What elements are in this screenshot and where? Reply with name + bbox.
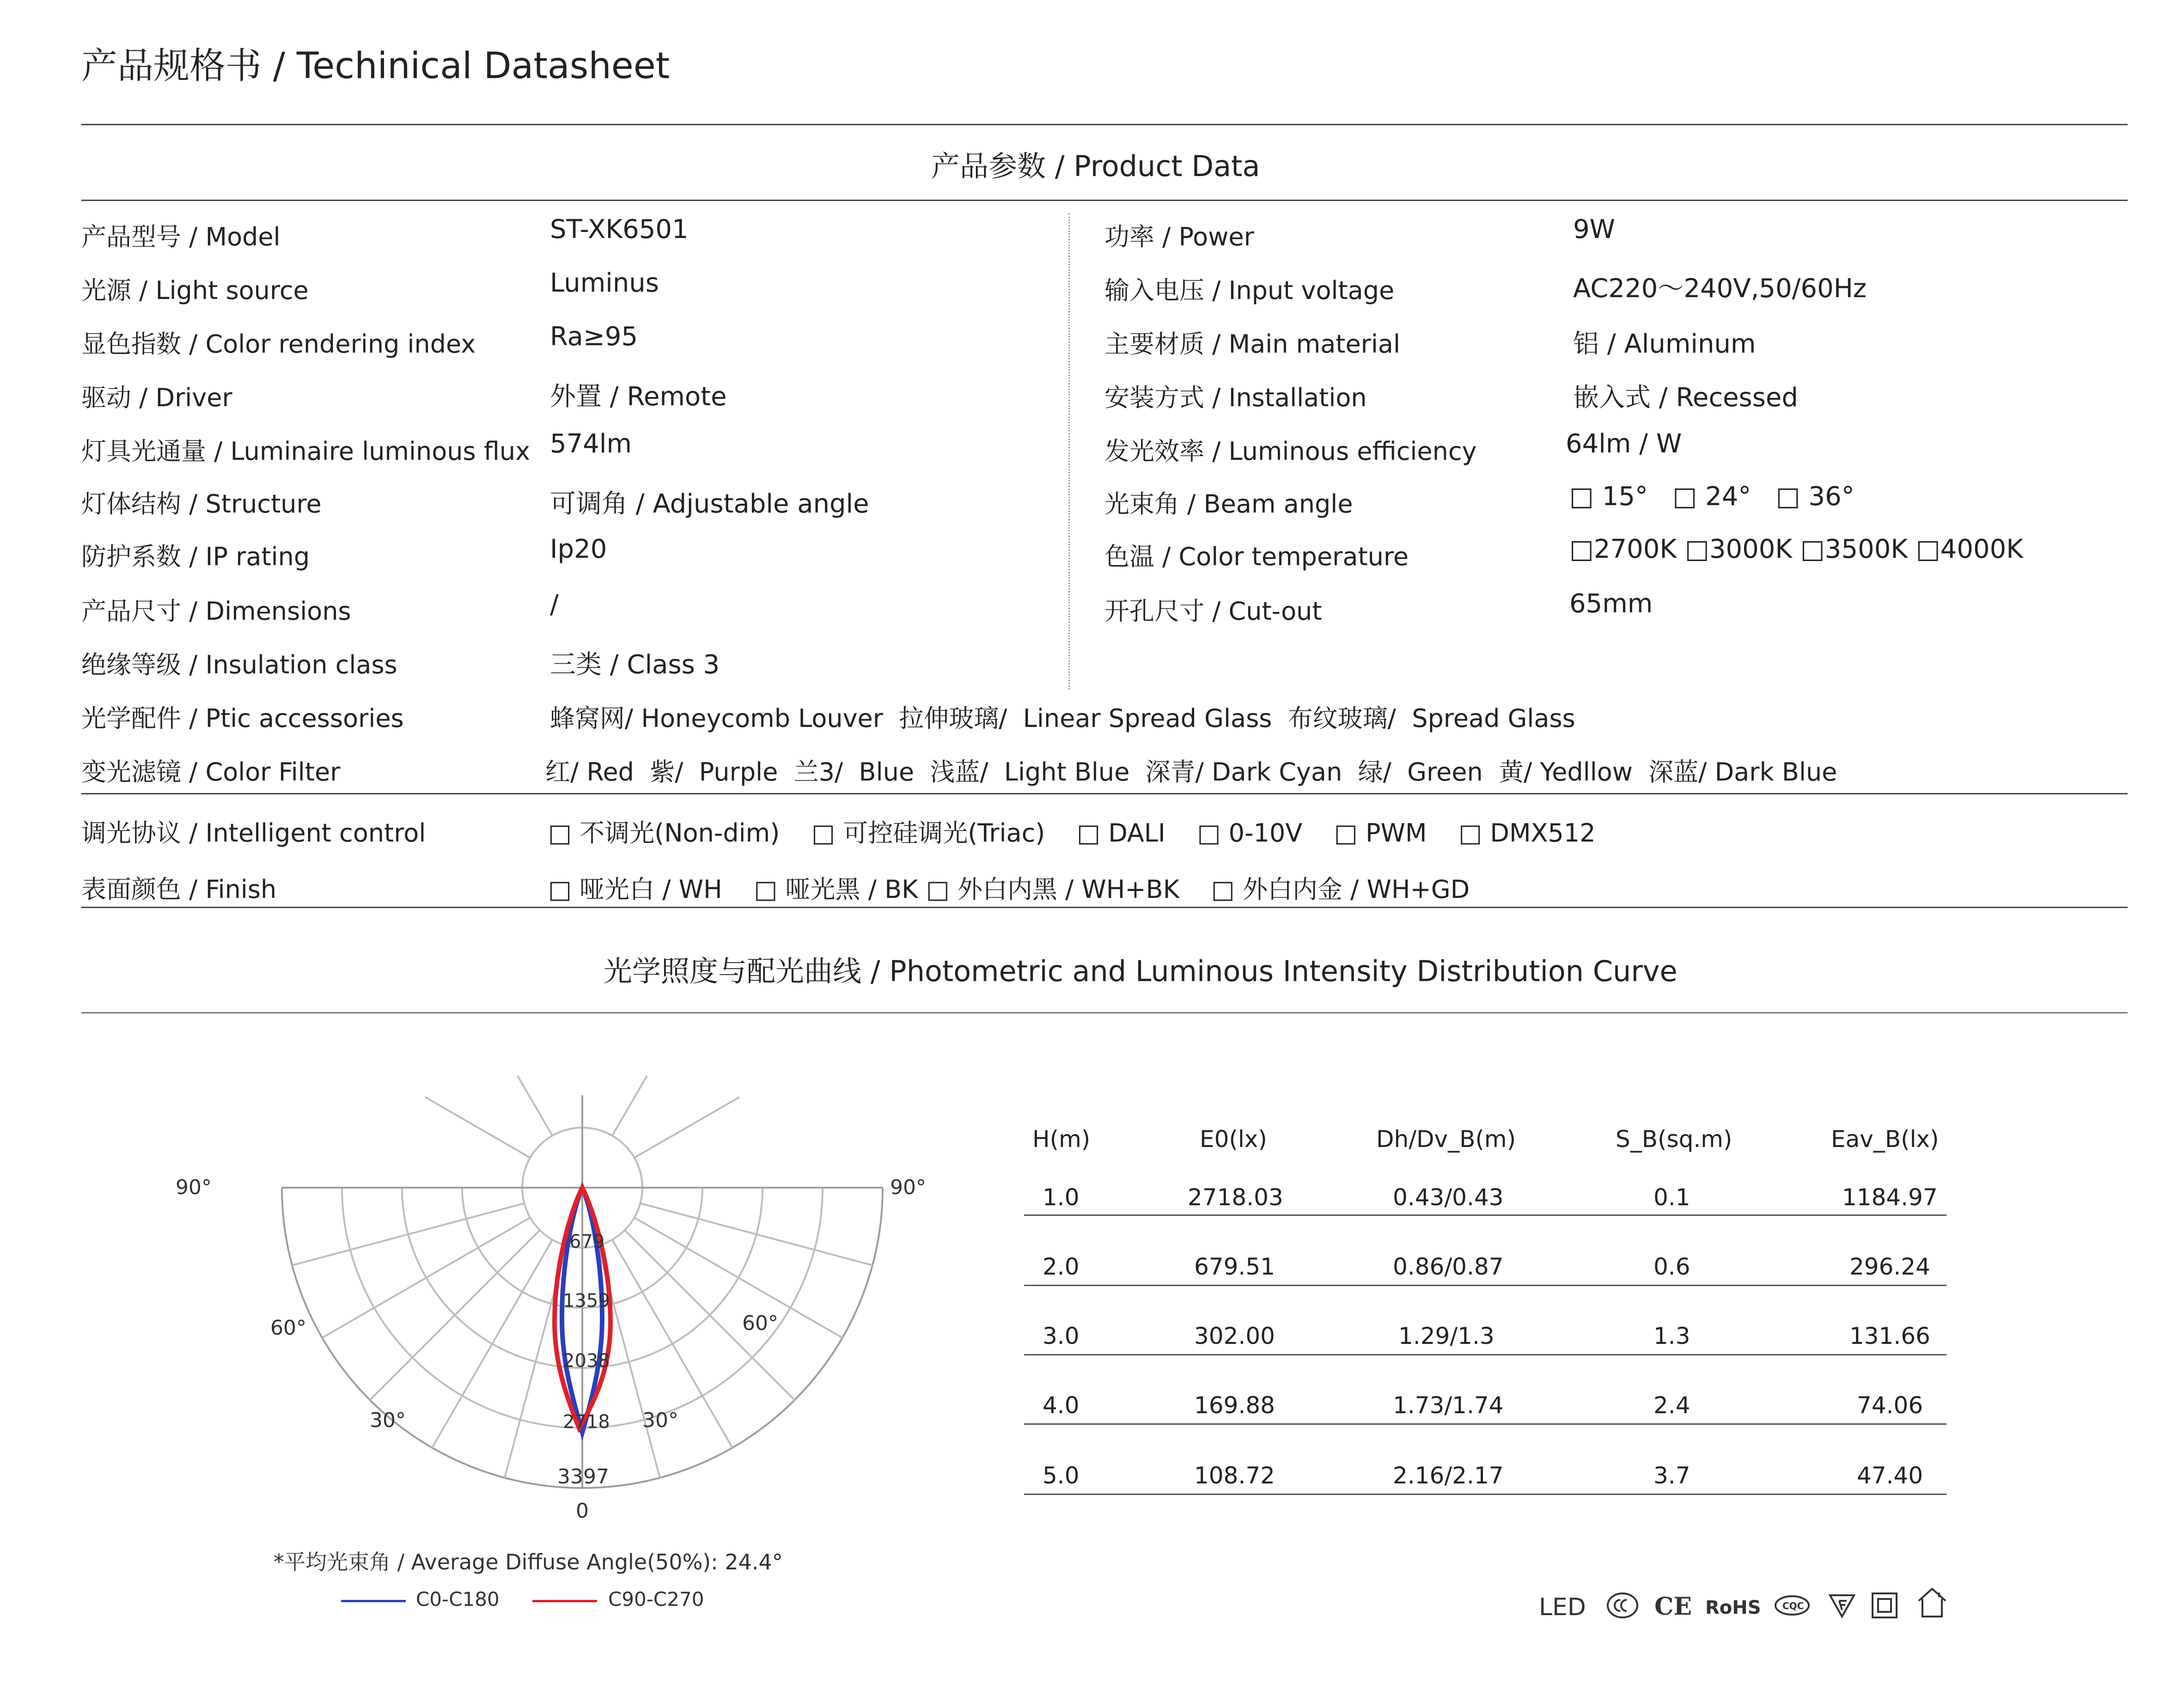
- spec-value-dimensions: /: [550, 590, 559, 620]
- svg-text:CQC: CQC: [1782, 1600, 1804, 1611]
- spec-value-driver: 外置 / Remote: [550, 382, 727, 412]
- spec-value-model: ST-XK6501: [550, 214, 689, 244]
- ring-label-1: 679: [569, 1231, 605, 1252]
- spec-value-power: 9W: [1573, 214, 1615, 244]
- spec-label-cut-out: 开孔尺寸 / Cut-out: [1104, 597, 1322, 626]
- polar-upper-spoke-right-30: [612, 1076, 647, 1135]
- table-cell-h: 1.0: [1043, 1184, 1080, 1211]
- table-cell-eav: 296.24: [1849, 1253, 1930, 1280]
- spec-label-luminous-flux: 灯具光通量 / Luminaire luminous flux: [81, 437, 531, 466]
- table-cell-h: 3.0: [1043, 1323, 1080, 1349]
- ccc-icon: [1606, 1592, 1639, 1619]
- spec-label-insulation: 绝缘等级 / Insulation class: [81, 650, 397, 679]
- table-cell-eav: 74.06: [1857, 1392, 1923, 1419]
- spec-label-input-voltage: 输入电压 / Input voltage: [1104, 276, 1395, 305]
- table-header-h: H(m): [1032, 1126, 1091, 1153]
- spec-value-finish: □ 哑光白 / WH □ 哑光黑 / BK □ 外白内黑 / WH+BK □ 外白内金 / WH+GD: [548, 875, 1470, 904]
- table-row-divider: [1024, 1423, 1946, 1425]
- table-cell-sb: 3.7: [1653, 1462, 1690, 1489]
- spec-divider-lower: [81, 793, 2128, 794]
- spec-label-model: 产品型号 / Model: [81, 222, 281, 251]
- photometric-top-divider: [81, 907, 2128, 908]
- polar-spoke-left-60: [322, 1218, 530, 1338]
- legend-line-c90: [532, 1600, 597, 1602]
- spec-label-luminous-efficiency: 发光效率 / Luminous efficiency: [1104, 437, 1477, 466]
- spec-value-control: □ 不调光(Non-dim) □ 可控硅调光(Triac) □ DALI □ 0-10V □ PWM □ DMX512: [548, 818, 1596, 848]
- spec-value-light-source: Luminus: [550, 268, 659, 298]
- table-cell-dhdv: 0.43/0.43: [1393, 1184, 1504, 1211]
- ring-label-5: 3397: [557, 1465, 609, 1489]
- spec-label-power: 功率 / Power: [1104, 222, 1254, 251]
- table-cell-h: 4.0: [1043, 1392, 1080, 1419]
- polar-spoke-left-45: [370, 1230, 540, 1400]
- polar-spoke-right-75: [641, 1203, 872, 1265]
- spec-value-main-material: 铝 / Aluminum: [1573, 329, 1756, 359]
- polar-spoke-right-60: [634, 1218, 842, 1338]
- table-cell-dhdv: 0.86/0.87: [1393, 1253, 1504, 1280]
- polar-spoke-left-75: [292, 1203, 524, 1265]
- table-cell-eav: 47.40: [1857, 1462, 1923, 1489]
- table-cell-h: 5.0: [1043, 1462, 1080, 1489]
- spec-value-structure: 可调角 / Adjustable angle: [550, 489, 869, 519]
- polar-upper-spoke-left-60: [425, 1097, 530, 1158]
- photometric-title: 光学照度与配光曲线 / Photometric and Luminous Intensity Distribution Curve: [604, 954, 1678, 988]
- cqc-icon: [1774, 1594, 1811, 1617]
- table-cell-eav: 131.66: [1849, 1323, 1930, 1349]
- table-header-sb: S_B(sq.m): [1616, 1126, 1733, 1153]
- page-title: 产品规格书 / Techinical Datasheet: [81, 45, 670, 87]
- ring-label-2: 1359: [563, 1290, 610, 1312]
- table-cell-e0: 302.00: [1194, 1323, 1275, 1349]
- angle-label-right-30: 30°: [642, 1409, 678, 1432]
- beam-angle-note: *平均光束角 / Average Diffuse Angle(50%): 24.4°: [274, 1550, 783, 1574]
- spec-label-installation: 安装方式 / Installation: [1104, 383, 1367, 412]
- table-cell-sb: 0.6: [1653, 1253, 1690, 1280]
- product-data-title: 产品参数 / Product Data: [931, 149, 1260, 183]
- spec-label-control: 调光协议 / Intelligent control: [81, 818, 426, 848]
- spec-label-cri: 显色指数 / Color rendering index: [81, 329, 476, 359]
- rohs-mark: RoHS: [1705, 1597, 1761, 1618]
- table-header-eav: Eav_B(lx): [1831, 1126, 1939, 1153]
- table-row-divider: [1024, 1285, 1946, 1286]
- spec-label-light-source: 光源 / Light source: [81, 276, 309, 305]
- spec-label-main-material: 主要材质 / Main material: [1104, 329, 1400, 359]
- table-cell-h: 2.0: [1043, 1253, 1080, 1280]
- spec-value-cri: Ra≥95: [550, 322, 638, 352]
- polar-upper-spoke-right-60: [634, 1097, 739, 1158]
- spec-label-color-temperature: 色温 / Color temperature: [1104, 542, 1409, 571]
- table-cell-dhdv: 1.29/1.3: [1398, 1323, 1495, 1349]
- angle-label-left-60: 60°: [270, 1316, 306, 1340]
- spec-value-optics: 蜂窝网/ Honeycomb Louver 拉伸玻璃/ Linear Spread Glass 布纹玻璃/ Spread Glass: [550, 704, 1575, 733]
- table-cell-e0: 108.72: [1194, 1462, 1275, 1489]
- angle-label-bottom-0: 0: [576, 1499, 589, 1523]
- spec-label-driver: 驱动 / Driver: [81, 383, 232, 412]
- table-cell-sb: 0.1: [1653, 1184, 1690, 1211]
- title-divider: [81, 124, 2128, 125]
- polar-intensity-diagram: [139, 1077, 926, 1539]
- spec-value-beam-angle: □ 15° □ 24° □ 36°: [1569, 482, 1855, 512]
- class-ii-icon: [1871, 1592, 1898, 1619]
- spec-value-color-temperature: □2700K □3000K □3500K □4000K: [1569, 534, 2023, 564]
- ring-label-3: 2038: [563, 1350, 610, 1372]
- angle-label-left-30: 30°: [370, 1409, 406, 1432]
- f-mark-icon: [1828, 1592, 1856, 1618]
- spec-label-finish: 表面颜色 / Finish: [81, 875, 277, 904]
- table-row-divider: [1024, 1354, 1946, 1355]
- polar-labels: [176, 1176, 926, 1523]
- polar-upper-spoke-left-30: [518, 1076, 552, 1135]
- indoor-use-icon: [1916, 1586, 1948, 1620]
- table-bottom-line: [1024, 1494, 1946, 1495]
- ring-label-4: 2718: [563, 1411, 610, 1433]
- photometric-divider: [81, 1012, 2128, 1013]
- polar-spoke-left-30: [432, 1240, 552, 1448]
- table-cell-dhdv: 1.73/1.74: [1393, 1392, 1504, 1419]
- spec-value-insulation: 三类 / Class 3: [550, 650, 720, 680]
- legend-label-c0: C0-C180: [416, 1588, 500, 1611]
- table-cell-e0: 169.88: [1194, 1392, 1275, 1419]
- table-header-e0: E0(lx): [1200, 1126, 1267, 1153]
- product-data-divider: [81, 200, 2128, 201]
- led-mark: LED: [1539, 1593, 1586, 1621]
- column-separator: [1068, 214, 1070, 689]
- table-cell-eav: 1184.97: [1842, 1184, 1938, 1211]
- table-cell-e0: 679.51: [1194, 1253, 1275, 1280]
- spec-label-ip-rating: 防护系数 / IP rating: [81, 542, 310, 571]
- spec-value-color-filter: 红/ Red 紫/ Purple 兰3/ Blue 浅蓝/ Light Blue 深青/ Dark Cyan 绿/ Green 黄/ Yedllow 深蓝/ Dark Blue: [545, 757, 1837, 787]
- legend-line-c0: [341, 1600, 406, 1602]
- table-cell-sb: 2.4: [1653, 1392, 1690, 1419]
- spec-label-dimensions: 产品尺寸 / Dimensions: [81, 597, 351, 626]
- spec-value-cut-out: 65mm: [1569, 589, 1653, 619]
- spec-label-beam-angle: 光束角 / Beam angle: [1104, 489, 1353, 519]
- table-row-divider: [1024, 1214, 1946, 1216]
- table-header-dhdv: Dh/Dv_B(m): [1376, 1126, 1516, 1153]
- spec-value-luminous-flux: 574lm: [550, 429, 632, 459]
- spec-value-installation: 嵌入式 / Recessed: [1573, 383, 1798, 413]
- spec-value-luminous-efficiency: 64lm / W: [1566, 429, 1682, 459]
- spec-label-color-filter: 变光滤镜 / Color Filter: [81, 757, 341, 787]
- table-cell-e0: 2718.03: [1188, 1184, 1283, 1211]
- table-cell-sb: 1.3: [1653, 1323, 1690, 1349]
- ce-mark: CE: [1654, 1592, 1692, 1621]
- angle-label-left-90: 90°: [176, 1176, 212, 1199]
- angle-label-right-90: 90°: [890, 1176, 926, 1199]
- angle-label-right-60: 60°: [742, 1312, 778, 1335]
- spec-label-structure: 灯体结构 / Structure: [81, 489, 322, 519]
- legend-label-c90: C90-C270: [608, 1588, 704, 1611]
- spec-value-ip-rating: Ip20: [550, 534, 607, 564]
- spec-label-optics: 光学配件 / Ptic accessories: [81, 704, 404, 733]
- spec-value-input-voltage: AC220～240V,50/60Hz: [1573, 274, 1867, 304]
- table-cell-dhdv: 2.16/2.17: [1393, 1462, 1504, 1489]
